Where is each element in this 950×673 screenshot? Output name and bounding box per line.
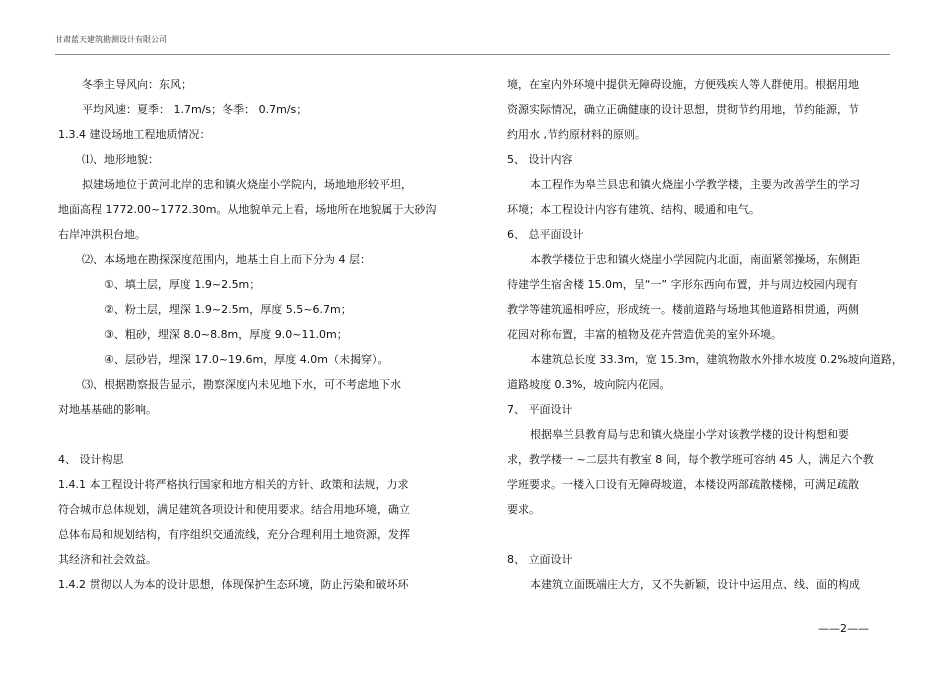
text-line: 求，教学楼一 ~二层共有教室 8 间，每个教学班可容纳 45 人，满足六个教	[507, 453, 874, 466]
text-line: 教学等建筑遥相呼应，形成统一。楼前道路与场地其他道路相贯通，两侧	[507, 303, 859, 316]
text-line: ①、填土层，厚度 1.9~2.5m；	[104, 278, 261, 291]
text-line: 要求。	[507, 503, 540, 516]
text-line: 本工程作为皋兰县忠和镇火烧崖小学教学楼，主要为改善学生的学习	[530, 178, 860, 191]
text-line: ②、粉土层，埋深 1.9~2.5m，厚度 5.5~6.7m；	[104, 303, 352, 316]
text-line: 本建筑总长度 33.3m，宽 15.3m，建筑物散水外排水坡度 0.2%坡向道路，	[530, 353, 903, 366]
text-line: 根据皋兰县教育局与忠和镇火烧崖小学对该教学楼的设计构想和要	[530, 428, 849, 441]
section-heading: 7、 平面设计	[507, 403, 573, 416]
text-line: 冬季主导风向：东风；	[82, 78, 192, 91]
text-line: 待建学生宿舍楼 15.0m，呈“一” 字形东西向布置，并与周边校园内现有	[507, 278, 858, 291]
text-line: 道路坡度 0.3%，坡向院内花园。	[507, 378, 671, 391]
text-line: 约用水 ,节约原材料的原则。	[507, 128, 646, 141]
section-heading: 4、 设计构思	[58, 453, 124, 466]
page-number: ——2——	[818, 622, 869, 635]
text-line: ④、层砂岩，埋深 17.0~19.6m，厚度 4.0m（未揭穿）。	[104, 353, 389, 366]
text-line: 符合城市总体规划，满足建筑各项设计和使用要求。结合用地环境，确立	[58, 503, 410, 516]
text-line: 本教学楼位于忠和镇火烧崖小学园院内北面，南面紧邻操场，东侧距	[530, 253, 860, 266]
text-line: 1.4.2 贯彻以人为本的设计思想，体现保护生态环境，防止污染和破坏环	[58, 578, 409, 591]
text-line: 右岸冲洪积台地。	[58, 228, 146, 241]
text-line: 对地基基础的影响。	[58, 403, 157, 416]
text-line: 总体布局和规划结构，有序组织交通流线，充分合理利用土地资源，发挥	[58, 528, 410, 541]
text-line: 境，在室内外环境中提供无障碍设施，方便残疾人等人群使用。根据用地	[507, 78, 859, 91]
text-line: 其经济和社会效益。	[58, 553, 157, 566]
text-line: ⑴、地形地貌：	[82, 153, 159, 166]
text-line: 学班要求。一楼入口设有无障碍坡道，本楼设两部疏散楼梯，可满足疏散	[507, 478, 859, 491]
section-heading: 5、 设计内容	[507, 153, 573, 166]
section-heading: 6、 总平面设计	[507, 228, 584, 241]
section-heading: 1.3.4 建设场地工程地质情况：	[58, 128, 211, 141]
text-line: 本建筑立面既端庄大方，又不失新颖，设计中运用点、线、面的构成	[530, 578, 860, 591]
text-line: 拟建场地位于黄河北岸的忠和镇火烧崖小学院内，场地地形较平坦，	[82, 178, 412, 191]
section-heading: 8、 立面设计	[507, 553, 573, 566]
text-line: 1.4.1 本工程设计将严格执行国家和地方相关的方针、政策和法规，力求	[58, 478, 409, 491]
text-line: 资源实际情况，确立正确健康的设计思想，贯彻节约用地，节约能源，节	[507, 103, 859, 116]
text-line: 花园对称布置，丰富的植物及花卉营造优美的室外环境。	[507, 328, 782, 341]
company-name: 甘肃蓝天建筑勘测设计有限公司	[55, 35, 167, 44]
text-line: ⑶、根据勘察报告显示，勘察深度内未见地下水，可不考虑地下水	[82, 378, 401, 391]
text-line: 平均风速：夏季： 1.7m/s；冬季： 0.7m/s；	[82, 103, 308, 116]
text-line: 环境；本工程设计内容有建筑、结构、暖通和电气。	[507, 203, 760, 216]
text-line: 地面高程 1772.00~1772.30m。从地貌单元上看，场地所在地貌属于大砂沟	[58, 203, 437, 216]
text-line: ③、粗砂，埋深 8.0~8.8m，厚度 9.0~11.0m；	[104, 328, 348, 341]
text-line: ⑵、本场地在勘探深度范围内，地基土自上而下分为 4 层：	[82, 253, 371, 266]
